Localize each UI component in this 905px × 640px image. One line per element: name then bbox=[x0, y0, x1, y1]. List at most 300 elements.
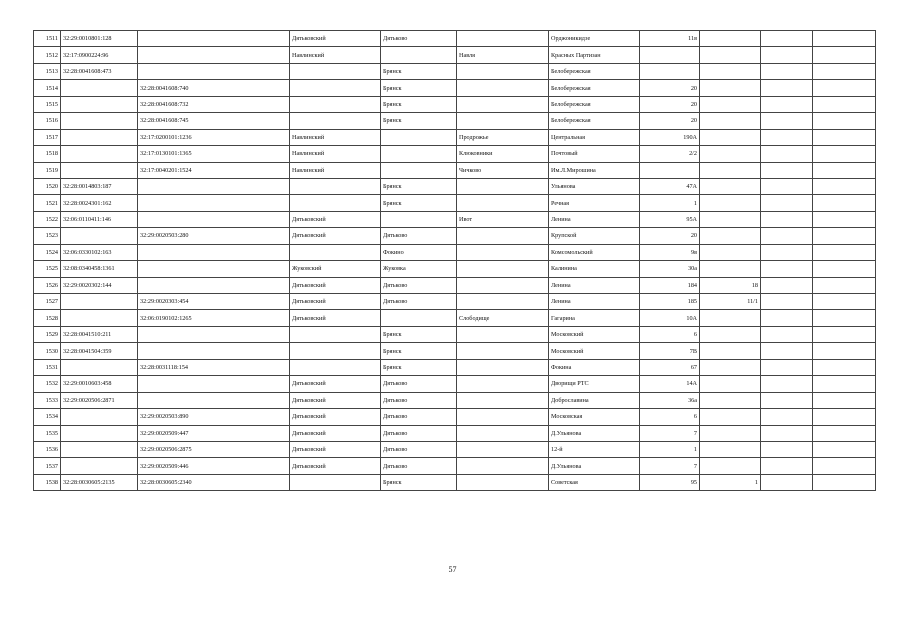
cell-cadastral-number-2 bbox=[138, 326, 290, 342]
cell-cadastral-number-2: 32:17:0040201:1524 bbox=[138, 162, 290, 178]
cell-cadastral-number-2 bbox=[138, 211, 290, 227]
cell-empty bbox=[813, 244, 876, 260]
cell-cadastral-number-2 bbox=[138, 63, 290, 79]
cell-district bbox=[290, 80, 381, 96]
cell-city: Брянск bbox=[381, 195, 457, 211]
cell-cadastral-number-2: 32:06:0190102:1265 bbox=[138, 310, 290, 326]
cell-apartment bbox=[761, 359, 813, 375]
cell-city: Дятьково bbox=[381, 31, 457, 47]
cell-district bbox=[290, 63, 381, 79]
cell-city: Дятьково bbox=[381, 228, 457, 244]
cell-empty bbox=[813, 310, 876, 326]
cell-district: Дятьковский bbox=[290, 441, 381, 457]
cell-apartment bbox=[761, 47, 813, 63]
cell-building: 11/1 bbox=[700, 294, 761, 310]
cell-city: Фокино bbox=[381, 244, 457, 260]
cell-cadastral-number bbox=[61, 359, 138, 375]
cell-settlement bbox=[457, 80, 549, 96]
cell-record-number: 1524 bbox=[34, 244, 61, 260]
cell-record-number: 1532 bbox=[34, 376, 61, 392]
cell-settlement bbox=[457, 113, 549, 129]
cell-record-number: 1529 bbox=[34, 326, 61, 342]
cell-settlement bbox=[457, 261, 549, 277]
cell-empty bbox=[813, 63, 876, 79]
cell-house: 7 bbox=[640, 458, 700, 474]
records-table bbox=[33, 30, 876, 491]
table-row bbox=[34, 376, 876, 392]
cell-district: Дятьковский bbox=[290, 425, 381, 441]
cell-apartment bbox=[761, 458, 813, 474]
cell-empty bbox=[813, 458, 876, 474]
cell-city: Брянск bbox=[381, 474, 457, 490]
cell-street: Белобережская bbox=[549, 113, 640, 129]
cell-building bbox=[700, 441, 761, 457]
cell-record-number: 1511 bbox=[34, 31, 61, 47]
table-row bbox=[34, 261, 876, 277]
cell-street: Крупской bbox=[549, 228, 640, 244]
cell-apartment bbox=[761, 261, 813, 277]
cell-apartment bbox=[761, 211, 813, 227]
cell-settlement bbox=[457, 458, 549, 474]
cell-apartment bbox=[761, 96, 813, 112]
cell-apartment bbox=[761, 146, 813, 162]
cell-empty bbox=[813, 228, 876, 244]
cell-district: Навлинский bbox=[290, 146, 381, 162]
cell-building bbox=[700, 80, 761, 96]
cell-street: Ленина bbox=[549, 277, 640, 293]
cell-record-number: 1531 bbox=[34, 359, 61, 375]
cell-settlement: Ивот bbox=[457, 211, 549, 227]
cell-building bbox=[700, 228, 761, 244]
cell-house: 6 bbox=[640, 326, 700, 342]
cell-apartment bbox=[761, 228, 813, 244]
cell-street: Московский bbox=[549, 326, 640, 342]
cell-house: 30а bbox=[640, 261, 700, 277]
table-row bbox=[34, 146, 876, 162]
cell-cadastral-number: 32:29:0020506:2871 bbox=[61, 392, 138, 408]
table-row bbox=[34, 474, 876, 490]
cell-settlement: Клюковники bbox=[457, 146, 549, 162]
cell-cadastral-number-2: 32:29:0020503:280 bbox=[138, 228, 290, 244]
cell-city: Брянск bbox=[381, 326, 457, 342]
cell-street: Калинина bbox=[549, 261, 640, 277]
cell-settlement bbox=[457, 474, 549, 490]
cell-house: 47А bbox=[640, 178, 700, 194]
table-row bbox=[34, 80, 876, 96]
cell-street: Белобережская bbox=[549, 96, 640, 112]
cell-cadastral-number-2 bbox=[138, 261, 290, 277]
cell-house: 9в bbox=[640, 244, 700, 260]
cell-cadastral-number bbox=[61, 294, 138, 310]
cell-cadastral-number: 32:08:0340458:1361 bbox=[61, 261, 138, 277]
cell-record-number: 1525 bbox=[34, 261, 61, 277]
cell-house bbox=[640, 47, 700, 63]
cell-settlement bbox=[457, 441, 549, 457]
table-row bbox=[34, 425, 876, 441]
cell-city bbox=[381, 310, 457, 326]
cell-cadastral-number bbox=[61, 441, 138, 457]
cell-settlement bbox=[457, 343, 549, 359]
cell-city: Брянск bbox=[381, 343, 457, 359]
cell-building bbox=[700, 310, 761, 326]
cell-district bbox=[290, 113, 381, 129]
cell-street: Центральная bbox=[549, 129, 640, 145]
cell-city: Брянск bbox=[381, 63, 457, 79]
cell-cadastral-number-2: 32:29:0020509:446 bbox=[138, 458, 290, 474]
cell-building bbox=[700, 211, 761, 227]
cell-street: Комсомольский bbox=[549, 244, 640, 260]
cell-empty bbox=[813, 96, 876, 112]
cell-building bbox=[700, 96, 761, 112]
cell-building bbox=[700, 244, 761, 260]
cell-record-number: 1512 bbox=[34, 47, 61, 63]
table-row bbox=[34, 63, 876, 79]
cell-cadastral-number: 32:28:0041504:359 bbox=[61, 343, 138, 359]
cell-record-number: 1530 bbox=[34, 343, 61, 359]
cell-empty bbox=[813, 277, 876, 293]
cell-settlement bbox=[457, 31, 549, 47]
table-row bbox=[34, 409, 876, 425]
table-row bbox=[34, 178, 876, 194]
cell-settlement bbox=[457, 244, 549, 260]
cell-apartment bbox=[761, 425, 813, 441]
cell-empty bbox=[813, 359, 876, 375]
cell-city: Дятьково bbox=[381, 425, 457, 441]
cell-cadastral-number bbox=[61, 310, 138, 326]
cell-district: Дятьковский bbox=[290, 458, 381, 474]
cell-house: 7 bbox=[640, 425, 700, 441]
cell-cadastral-number-2 bbox=[138, 277, 290, 293]
cell-district bbox=[290, 244, 381, 260]
table-row bbox=[34, 392, 876, 408]
cell-cadastral-number-2: 32:28:0030605:2340 bbox=[138, 474, 290, 490]
cell-record-number: 1520 bbox=[34, 178, 61, 194]
cell-district: Навлинский bbox=[290, 47, 381, 63]
cell-street: Фокина bbox=[549, 359, 640, 375]
table-row bbox=[34, 113, 876, 129]
cell-apartment bbox=[761, 392, 813, 408]
cell-house: 20 bbox=[640, 228, 700, 244]
cell-street: Советская bbox=[549, 474, 640, 490]
cell-house: 95А bbox=[640, 211, 700, 227]
cell-apartment bbox=[761, 162, 813, 178]
cell-city bbox=[381, 211, 457, 227]
cell-record-number: 1518 bbox=[34, 146, 61, 162]
cell-house: 14А bbox=[640, 376, 700, 392]
table-row bbox=[34, 294, 876, 310]
cell-empty bbox=[813, 178, 876, 194]
cell-empty bbox=[813, 31, 876, 47]
cell-district bbox=[290, 96, 381, 112]
page-number: 57 bbox=[448, 565, 457, 574]
cell-apartment bbox=[761, 129, 813, 145]
cell-city: Брянск bbox=[381, 113, 457, 129]
cell-settlement bbox=[457, 294, 549, 310]
table-row bbox=[34, 310, 876, 326]
cell-cadastral-number-2 bbox=[138, 195, 290, 211]
records-table-body bbox=[34, 31, 876, 491]
cell-district: Дятьковский bbox=[290, 211, 381, 227]
cell-cadastral-number bbox=[61, 458, 138, 474]
cell-house: 7В bbox=[640, 343, 700, 359]
table-row bbox=[34, 359, 876, 375]
cell-cadastral-number bbox=[61, 409, 138, 425]
cell-settlement bbox=[457, 409, 549, 425]
cell-building bbox=[700, 146, 761, 162]
cell-settlement bbox=[457, 195, 549, 211]
cell-cadastral-number-2 bbox=[138, 376, 290, 392]
cell-cadastral-number-2 bbox=[138, 178, 290, 194]
cell-street: Д.Ульянова bbox=[549, 458, 640, 474]
cell-record-number: 1516 bbox=[34, 113, 61, 129]
cell-house bbox=[640, 162, 700, 178]
cell-cadastral-number: 32:06:0110411:146 bbox=[61, 211, 138, 227]
cell-city: Дятьково bbox=[381, 409, 457, 425]
cell-city: Дятьково bbox=[381, 294, 457, 310]
cell-district: Жуковский bbox=[290, 261, 381, 277]
cell-record-number: 1515 bbox=[34, 96, 61, 112]
cell-cadastral-number-2: 32:28:0041608:732 bbox=[138, 96, 290, 112]
table-row bbox=[34, 129, 876, 145]
cell-building bbox=[700, 261, 761, 277]
cell-district: Дятьковский bbox=[290, 31, 381, 47]
cell-cadastral-number-2: 32:29:0020303:454 bbox=[138, 294, 290, 310]
cell-cadastral-number: 32:17:0900224:96 bbox=[61, 47, 138, 63]
cell-house: 184 bbox=[640, 277, 700, 293]
cell-street: Белобережская bbox=[549, 80, 640, 96]
cell-empty bbox=[813, 441, 876, 457]
cell-record-number: 1528 bbox=[34, 310, 61, 326]
cell-apartment bbox=[761, 310, 813, 326]
cell-street: Московская bbox=[549, 409, 640, 425]
cell-city: Дятьково bbox=[381, 458, 457, 474]
cell-building bbox=[700, 409, 761, 425]
cell-street: 12-й bbox=[549, 441, 640, 457]
cell-record-number: 1517 bbox=[34, 129, 61, 145]
cell-cadastral-number bbox=[61, 162, 138, 178]
cell-building bbox=[700, 63, 761, 79]
cell-cadastral-number: 32:28:0041510:211 bbox=[61, 326, 138, 342]
cell-empty bbox=[813, 129, 876, 145]
cell-city: Жуковка bbox=[381, 261, 457, 277]
table-row bbox=[34, 326, 876, 342]
cell-building bbox=[700, 359, 761, 375]
cell-house: 95 bbox=[640, 474, 700, 490]
cell-empty bbox=[813, 474, 876, 490]
cell-cadastral-number: 32:29:0010603:458 bbox=[61, 376, 138, 392]
cell-street: Почтовый bbox=[549, 146, 640, 162]
cell-cadastral-number-2: 32:29:0020503:890 bbox=[138, 409, 290, 425]
cell-building bbox=[700, 31, 761, 47]
cell-cadastral-number-2: 32:17:0130101:1365 bbox=[138, 146, 290, 162]
cell-city bbox=[381, 146, 457, 162]
table-row bbox=[34, 47, 876, 63]
cell-street: Ленина bbox=[549, 294, 640, 310]
cell-cadastral-number: 32:28:0024301:162 bbox=[61, 195, 138, 211]
cell-empty bbox=[813, 392, 876, 408]
cell-empty bbox=[813, 80, 876, 96]
cell-city: Брянск bbox=[381, 96, 457, 112]
cell-building bbox=[700, 47, 761, 63]
table-row bbox=[34, 31, 876, 47]
cell-record-number: 1514 bbox=[34, 80, 61, 96]
cell-city: Дятьково bbox=[381, 441, 457, 457]
cell-record-number: 1533 bbox=[34, 392, 61, 408]
cell-house: 1 bbox=[640, 441, 700, 457]
cell-apartment bbox=[761, 178, 813, 194]
cell-settlement bbox=[457, 425, 549, 441]
cell-building bbox=[700, 392, 761, 408]
cell-empty bbox=[813, 294, 876, 310]
cell-settlement bbox=[457, 326, 549, 342]
table-row bbox=[34, 343, 876, 359]
table-row bbox=[34, 195, 876, 211]
cell-house: 67 bbox=[640, 359, 700, 375]
cell-street: Речная bbox=[549, 195, 640, 211]
cell-settlement bbox=[457, 359, 549, 375]
cell-building bbox=[700, 178, 761, 194]
cell-apartment bbox=[761, 409, 813, 425]
cell-record-number: 1521 bbox=[34, 195, 61, 211]
cell-cadastral-number: 32:28:0030605:2135 bbox=[61, 474, 138, 490]
cell-record-number: 1538 bbox=[34, 474, 61, 490]
cell-cadastral-number bbox=[61, 425, 138, 441]
cell-cadastral-number-2: 32:28:0041608:740 bbox=[138, 80, 290, 96]
cell-settlement bbox=[457, 277, 549, 293]
cell-house: 10А bbox=[640, 310, 700, 326]
cell-street: Ленина bbox=[549, 211, 640, 227]
cell-apartment bbox=[761, 63, 813, 79]
table-row bbox=[34, 162, 876, 178]
cell-city: Дятьково bbox=[381, 392, 457, 408]
cell-street: Белобережская bbox=[549, 63, 640, 79]
cell-house: 20 bbox=[640, 96, 700, 112]
cell-cadastral-number-2 bbox=[138, 47, 290, 63]
cell-street: Орджоникидзе bbox=[549, 31, 640, 47]
cell-cadastral-number-2: 32:17:0200101:1236 bbox=[138, 129, 290, 145]
table-row bbox=[34, 277, 876, 293]
cell-street: Дворищи РТС bbox=[549, 376, 640, 392]
cell-apartment bbox=[761, 113, 813, 129]
cell-empty bbox=[813, 425, 876, 441]
cell-empty bbox=[813, 195, 876, 211]
cell-district: Дятьковский bbox=[290, 310, 381, 326]
cell-building bbox=[700, 162, 761, 178]
cell-district: Навлинский bbox=[290, 162, 381, 178]
cell-district: Дятьковский bbox=[290, 376, 381, 392]
cell-city bbox=[381, 47, 457, 63]
cell-house: 190А bbox=[640, 129, 700, 145]
cell-cadastral-number-2: 32:29:0020509:447 bbox=[138, 425, 290, 441]
cell-record-number: 1534 bbox=[34, 409, 61, 425]
cell-apartment bbox=[761, 326, 813, 342]
table-row bbox=[34, 96, 876, 112]
cell-record-number: 1513 bbox=[34, 63, 61, 79]
cell-house: 185 bbox=[640, 294, 700, 310]
cell-empty bbox=[813, 146, 876, 162]
cell-city: Брянск bbox=[381, 178, 457, 194]
cell-empty bbox=[813, 343, 876, 359]
cell-street: Московский bbox=[549, 343, 640, 359]
cell-settlement bbox=[457, 228, 549, 244]
cell-building bbox=[700, 195, 761, 211]
cell-record-number: 1519 bbox=[34, 162, 61, 178]
cell-cadastral-number-2: 32:28:0041608:745 bbox=[138, 113, 290, 129]
table-row bbox=[34, 211, 876, 227]
cell-apartment bbox=[761, 195, 813, 211]
cell-record-number: 1537 bbox=[34, 458, 61, 474]
cell-district bbox=[290, 326, 381, 342]
cell-apartment bbox=[761, 343, 813, 359]
cell-district bbox=[290, 195, 381, 211]
cell-cadastral-number-2: 32:29:0020506:2875 bbox=[138, 441, 290, 457]
cell-apartment bbox=[761, 80, 813, 96]
cell-settlement bbox=[457, 96, 549, 112]
cell-building bbox=[700, 425, 761, 441]
cell-district bbox=[290, 474, 381, 490]
cell-district: Дятьковский bbox=[290, 277, 381, 293]
cell-cadastral-number bbox=[61, 228, 138, 244]
cell-house bbox=[640, 63, 700, 79]
cell-apartment bbox=[761, 244, 813, 260]
cell-house: 1 bbox=[640, 195, 700, 211]
table-row bbox=[34, 228, 876, 244]
cell-cadastral-number: 32:06:0330102:163 bbox=[61, 244, 138, 260]
cell-cadastral-number: 32:28:0014803:187 bbox=[61, 178, 138, 194]
cell-record-number: 1526 bbox=[34, 277, 61, 293]
cell-record-number: 1522 bbox=[34, 211, 61, 227]
cell-district bbox=[290, 359, 381, 375]
cell-settlement: Слободище bbox=[457, 310, 549, 326]
cell-apartment bbox=[761, 441, 813, 457]
cell-street: Д.Ульянова bbox=[549, 425, 640, 441]
cell-cadastral-number bbox=[61, 113, 138, 129]
cell-building bbox=[700, 129, 761, 145]
cell-building: 18 bbox=[700, 277, 761, 293]
cell-building: 1 bbox=[700, 474, 761, 490]
table-row bbox=[34, 458, 876, 474]
cell-building bbox=[700, 458, 761, 474]
cell-record-number: 1527 bbox=[34, 294, 61, 310]
cell-settlement bbox=[457, 376, 549, 392]
cell-building bbox=[700, 376, 761, 392]
cell-empty bbox=[813, 211, 876, 227]
cell-district: Дятьковский bbox=[290, 228, 381, 244]
cell-building bbox=[700, 113, 761, 129]
cell-building bbox=[700, 343, 761, 359]
cell-city bbox=[381, 162, 457, 178]
cell-empty bbox=[813, 162, 876, 178]
cell-settlement bbox=[457, 63, 549, 79]
cell-cadastral-number-2 bbox=[138, 31, 290, 47]
cell-street: Ульянова bbox=[549, 178, 640, 194]
cell-building bbox=[700, 326, 761, 342]
cell-cadastral-number-2 bbox=[138, 343, 290, 359]
cell-settlement bbox=[457, 178, 549, 194]
cell-house: 11в bbox=[640, 31, 700, 47]
cell-apartment bbox=[761, 277, 813, 293]
cell-apartment bbox=[761, 294, 813, 310]
cell-house: 2/2 bbox=[640, 146, 700, 162]
cell-cadastral-number bbox=[61, 129, 138, 145]
cell-city: Дятьково bbox=[381, 376, 457, 392]
cell-empty bbox=[813, 113, 876, 129]
cell-street: Гагарина bbox=[549, 310, 640, 326]
cell-record-number: 1523 bbox=[34, 228, 61, 244]
cell-city: Брянск bbox=[381, 359, 457, 375]
cell-house: 36а bbox=[640, 392, 700, 408]
cell-settlement: Чичково bbox=[457, 162, 549, 178]
